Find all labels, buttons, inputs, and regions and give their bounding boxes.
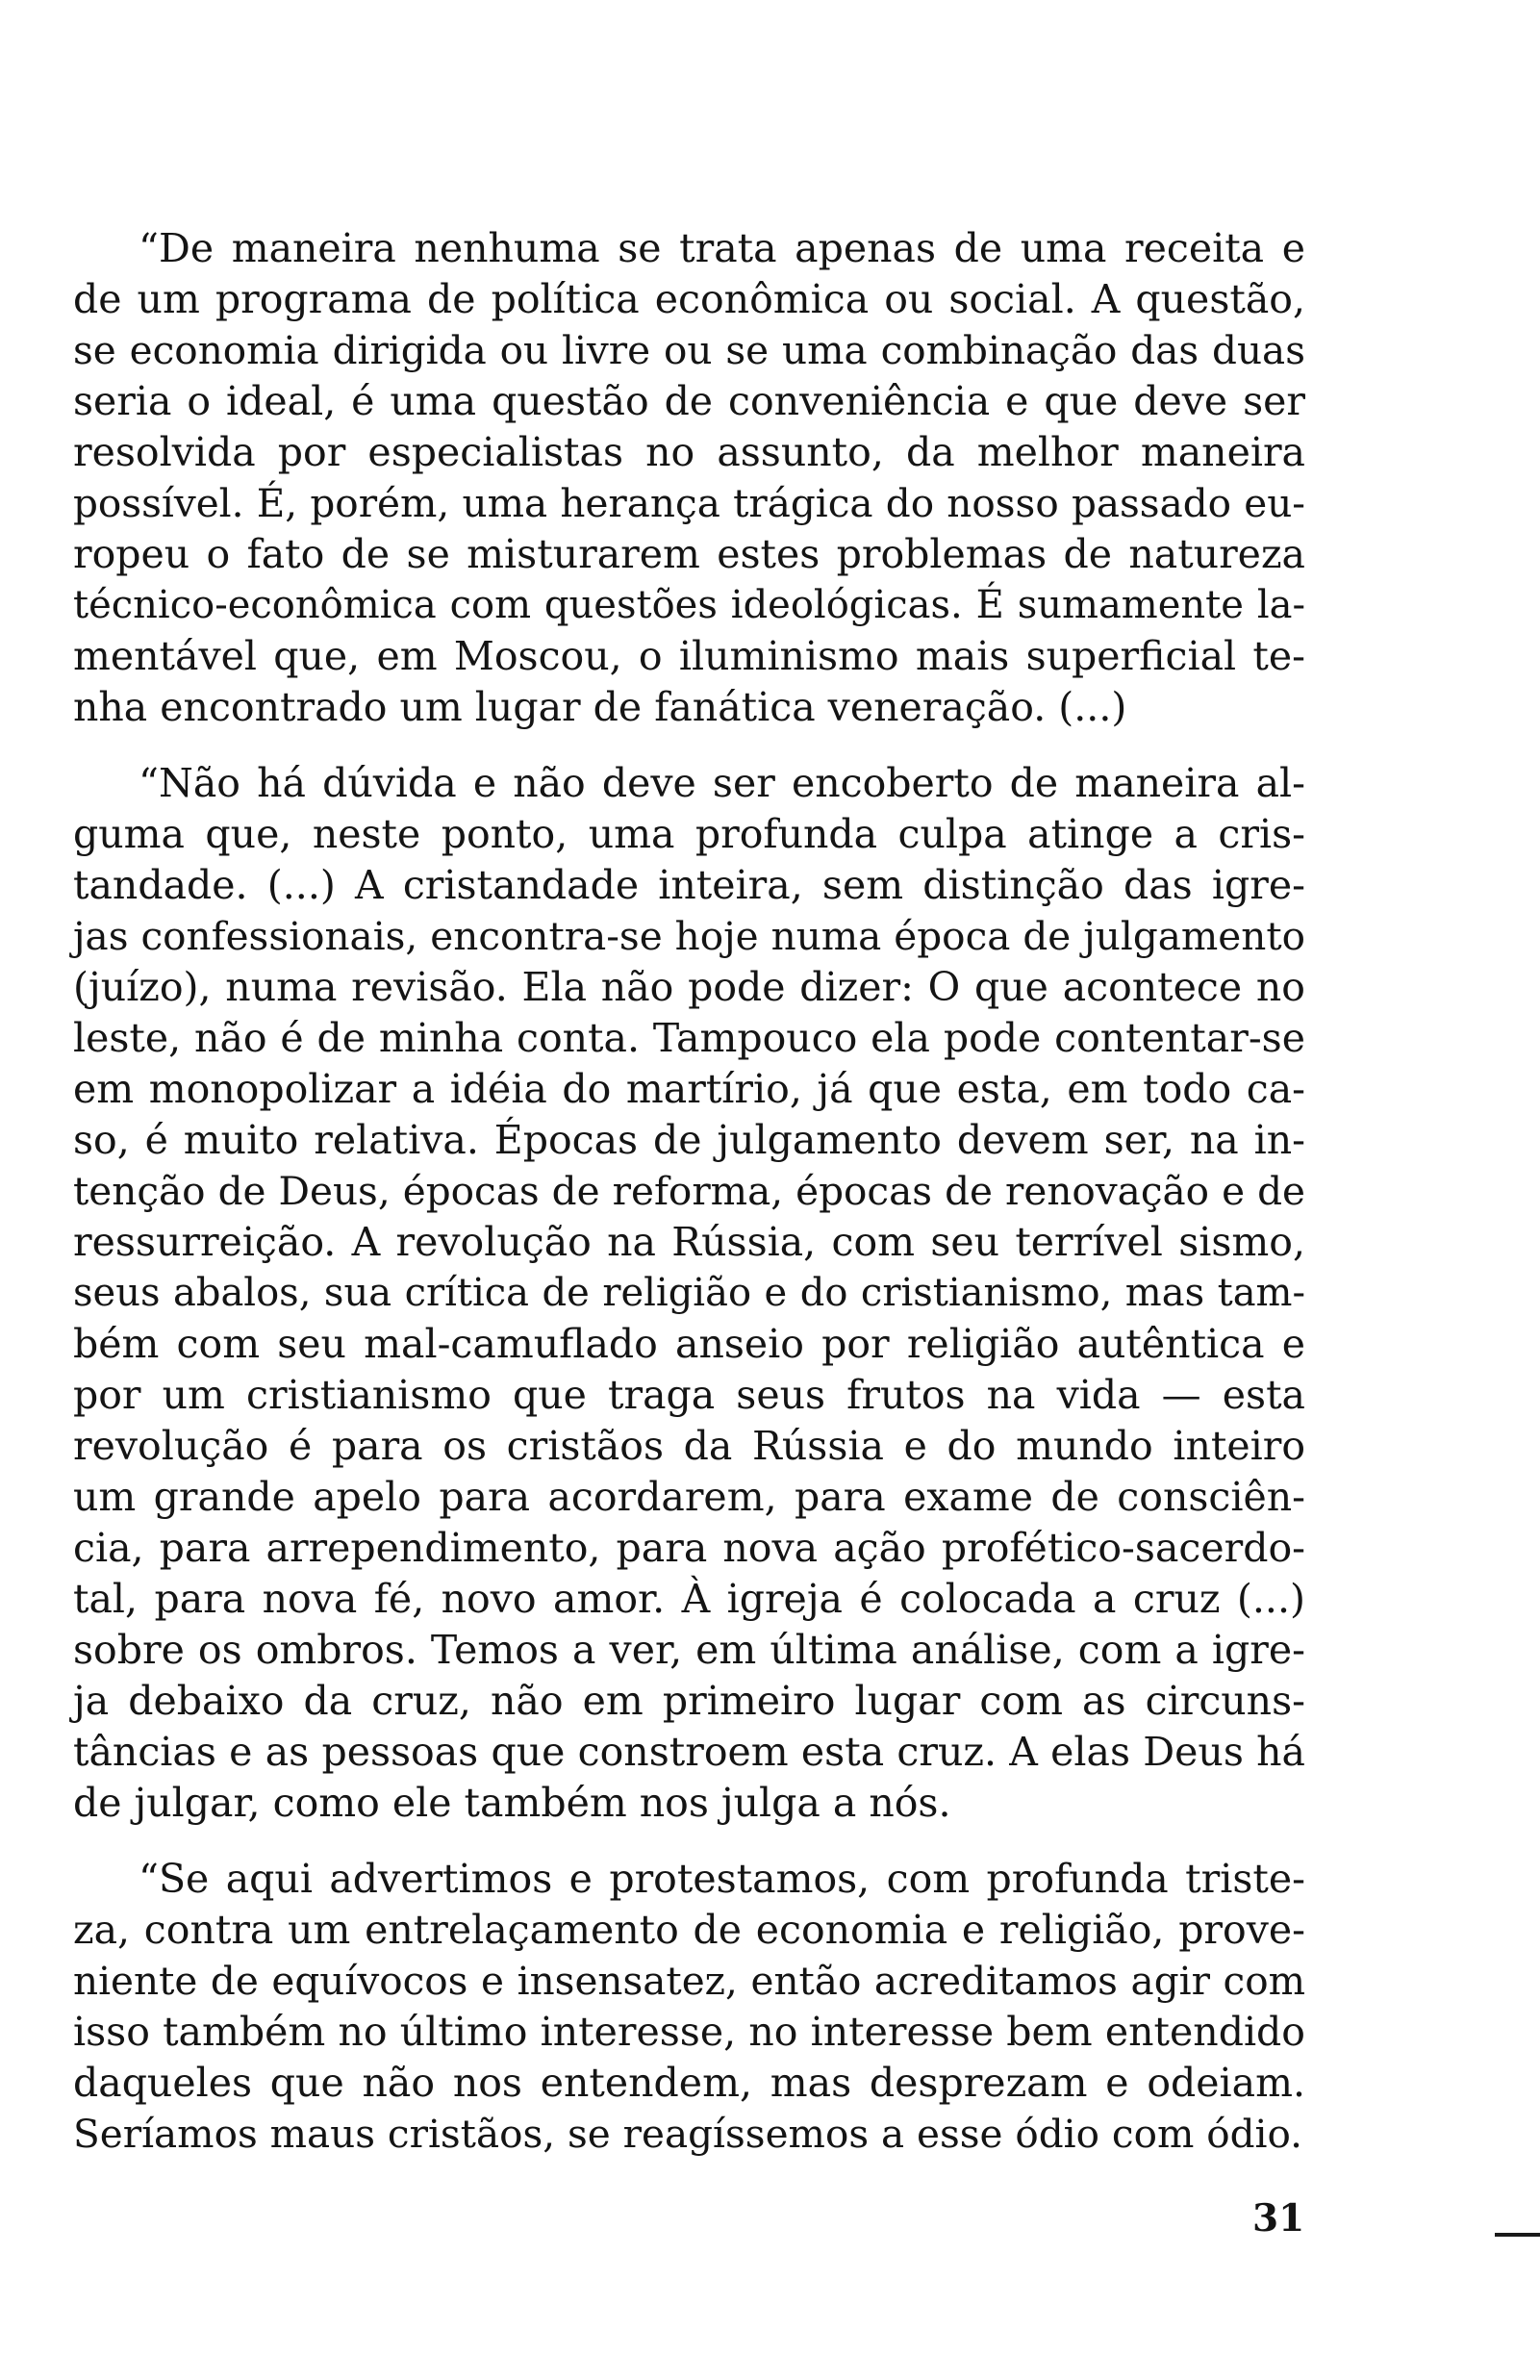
text-line: seus abalos, sua crítica de religião e do cristianismo, mas tam- [73, 1271, 1305, 1315]
text-line: za, contra um entrelaçamento de economia e religião, prove- [73, 1907, 1305, 1953]
paragraph-1 [73, 223, 1305, 733]
text-line: seria o ideal, é uma questão de conveniência e que deve ser [73, 378, 1305, 424]
paragraph-spacer [73, 733, 1305, 758]
text-line: técnico-econômica com questões ideológicas. É sumamente la- [73, 583, 1305, 627]
text-line: “Não há dúvida e não deve ser encoberto de maneira al- [139, 760, 1305, 806]
text-line: daqueles que não nos entendem, mas desprezam e odeiam. [73, 2060, 1305, 2106]
paragraph-spacer [73, 1829, 1305, 1854]
text-line: de julgar, como ele também nos julga a nós. [73, 1780, 951, 1826]
text-line: guma que, neste ponto, uma profunda culpa atinge a cris- [73, 811, 1305, 857]
text-line: ressurreição. A revolução na Rússia, com seu terrível sismo, [73, 1219, 1305, 1265]
text-line: tal, para nova fé, novo amor. À igreja é colocada a cruz (...) [73, 1576, 1305, 1622]
text-line: tâncias e as pessoas que constroem esta cruz. A elas Deus há [73, 1729, 1305, 1775]
text-line: niente de equívocos e insensatez, então acreditamos agir com [73, 1958, 1305, 2004]
text-line: em monopolizar a idéia do martírio, já que esta, em todo ca- [73, 1066, 1305, 1112]
text-line: jas confessionais, encontra-se hoje numa época de julgamento [73, 913, 1305, 959]
text-line: leste, não é de minha conta. Tampouco ela pode contentar-se [73, 1015, 1305, 1061]
text-line: “Se aqui advertimos e protestamos, com profunda triste- [139, 1856, 1305, 1902]
text-line: Seríamos maus cristãos, se reagíssemos a esse ódio com ódio. [73, 2111, 1303, 2157]
text-line: bém com seu mal-camuflado anseio por religião autêntica e [73, 1321, 1305, 1367]
paragraph-2 [73, 758, 1305, 1829]
text-line: revolução é para os cristãos da Rússia e do mundo inteiro [73, 1423, 1305, 1469]
body-text [73, 223, 1305, 2160]
text-line: nha encontrado um lugar de fanática veneração. (...) [73, 684, 1127, 730]
text-line: resolvida por especialistas no assunto, da melhor maneira [73, 429, 1305, 475]
text-line: tenção de Deus, épocas de reforma, épocas de renovação e de [73, 1168, 1305, 1214]
text-line: possível. É, porém, uma herança trágica do nosso passado eu- [73, 480, 1305, 526]
text-line: cia, para arrependimento, para nova ação profético-sacerdo- [73, 1525, 1305, 1571]
page-number: 31 [1252, 2196, 1305, 2241]
text-line: (juízo), numa revisão. Ela não pode dizer: O que acontece no [73, 964, 1305, 1010]
text-line: so, é muito relativa. Épocas de julgamento devem ser, na in- [73, 1117, 1305, 1163]
page-edge-mark [1495, 2233, 1540, 2237]
text-line: por um cristianismo que traga seus frutos na vida — esta [73, 1372, 1305, 1418]
text-line: ja debaixo da cruz, não em primeiro lugar com as circuns- [73, 1678, 1305, 1724]
text-line: isso também no último interesse, no interesse bem entendido [73, 2009, 1305, 2055]
text-line: ropeu o fato de se misturarem estes problemas de natureza [73, 531, 1305, 577]
paragraph-3 [73, 1854, 1305, 2160]
text-line: um grande apelo para acordarem, para exame de consciên- [73, 1474, 1305, 1520]
text-line: sobre os ombros. Temos a ver, em última análise, com a igre- [73, 1627, 1305, 1673]
text-line: tandade. (...) A cristandade inteira, sem distinção das igre- [73, 862, 1305, 908]
text-line: de um programa de política econômica ou social. A questão, [73, 276, 1305, 322]
text-line: “De maneira nenhuma se trata apenas de uma receita e [139, 225, 1305, 271]
text-line: mentável que, em Moscou, o iluminismo mais superficial te- [73, 633, 1305, 679]
text-line: se economia dirigida ou livre ou se uma combinação das duas [73, 327, 1305, 373]
